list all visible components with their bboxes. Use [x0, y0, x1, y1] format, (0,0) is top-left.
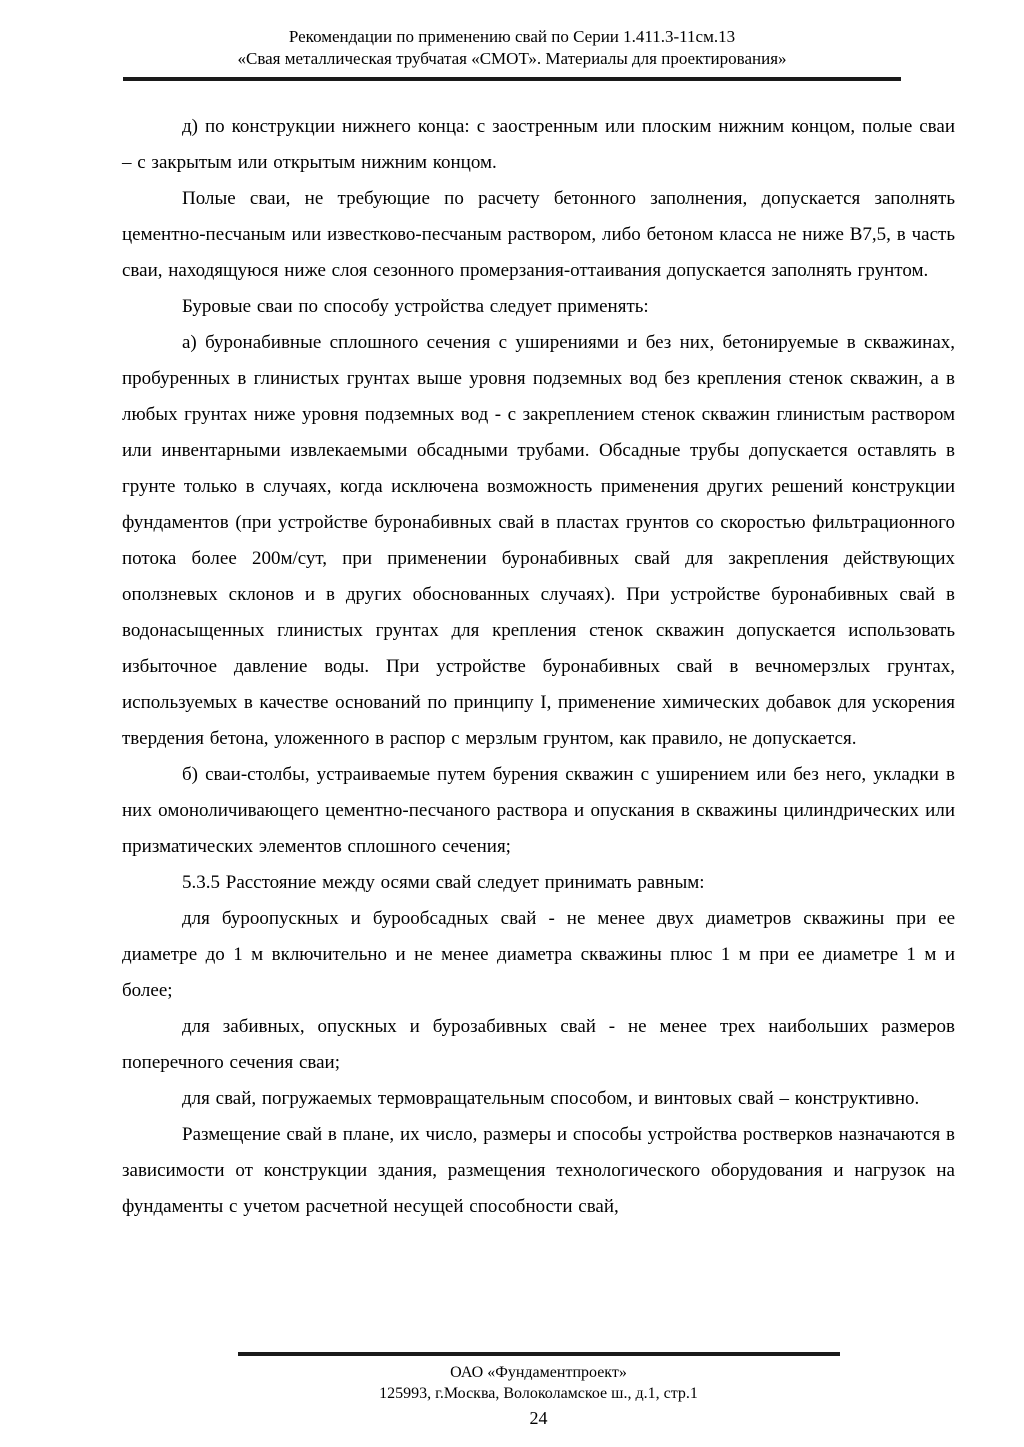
header-divider: [123, 77, 901, 81]
paragraph: Буровые сваи по способу устройства следует применять:: [182, 296, 649, 317]
paragraph: для буроопускных и бурообсадных свай - не менее двух диаметров скважины при ее диаметре до 1 м включительно и не менее диаметра скважины плюс 1 м при ее диаметре 1 м и более;: [122, 908, 955, 1001]
paragraph: Полые сваи, не требующие по расчету бетонного заполнения, допускается заполнять цементно-песчаным или известково-песчаным раствором, либо бетоном класса не ниже В7,5, в часть сваи, находящуюся ниже слоя сезонного промерзания-оттаивания допускается заполнять грунтом.: [122, 188, 955, 281]
header-title-line2: «Свая металлическая трубчатая «СМОТ». Материалы для проектирования»: [237, 49, 787, 68]
paragraph: Размещение свай в плане, их число, размеры и способы устройства ростверков назначаются в зависимости от конструкции здания, размещения технологического оборудования и нагрузок на фундаменты с учетом расчетной несущей способности свай,: [122, 1124, 955, 1217]
paragraph: для свай, погружаемых термовращательным способом, и винтовых свай – конструктивно.: [182, 1088, 920, 1109]
page-header: [0, 0, 1024, 81]
page-number: 24: [529, 1408, 548, 1428]
paragraph: для забивных, опускных и бурозабивных свай - не менее трех наибольших размеров поперечного сечения сваи;: [122, 1016, 955, 1073]
paragraph: б) сваи-столбы, устраиваемые путем бурения скважин с уширением или без него, укладки в них омоноличивающего цементно-песчаного раствора и опускания в скважины цилиндрических или призматических элементов сплошного сечения;: [122, 764, 955, 857]
paragraph: а) буронабивные сплошного сечения с уширениями и без них, бетонируемые в скважинах, пробуренных в глинистых грунтах выше уровня подземных вод без крепления стенок скважин, а в любых грунтах ниже уровня подземных вод - с закреплением стенок скважин глинистым раствором или инвентарными извлекаемыми обсадными трубами. Обсадные трубы допускается оставлять в грунте только в случаях, когда исключена возможность применения других решений конструкции фундаментов (при устройстве буронабивных свай в пластах грунтов со скоростью фильтрационного потока более 200м/сут, при применении буронабивных свай для закрепления действующих оползневых склонов и в других обоснованных случаях). При устройстве буронабивных свай в водонасыщенных глинистых грунтах для крепления стенок скважин допускается использовать избыточное давление воды. При устройстве буронабивных свай в вечномерзлых грунтах, используемых в качестве оснований по принципу I, применение химических добавок для ускорения твердения бетона, уложенного в распор с мерзлым грунтом, как правило, не допускается.: [122, 332, 955, 749]
footer-address: 125993, г.Москва, Волоколамское ш., д.1, стр.1: [379, 1385, 698, 1402]
document-body: [122, 109, 955, 1225]
paragraph: д) по конструкции нижнего конца: с заостренным или плоским нижним концом, полые сваи – с закрытым или открытым нижним концом.: [122, 116, 955, 173]
footer-org: ОАО «Фундаментпроект»: [450, 1364, 627, 1381]
page-footer: [122, 1352, 955, 1429]
header-title-line1: Рекомендации по применению свай по Серии 1.411.3-11см.13: [288, 27, 736, 46]
footer-divider: [238, 1352, 840, 1356]
paragraph: 5.3.5 Расстояние между осями свай следует принимать равным:: [182, 872, 705, 893]
